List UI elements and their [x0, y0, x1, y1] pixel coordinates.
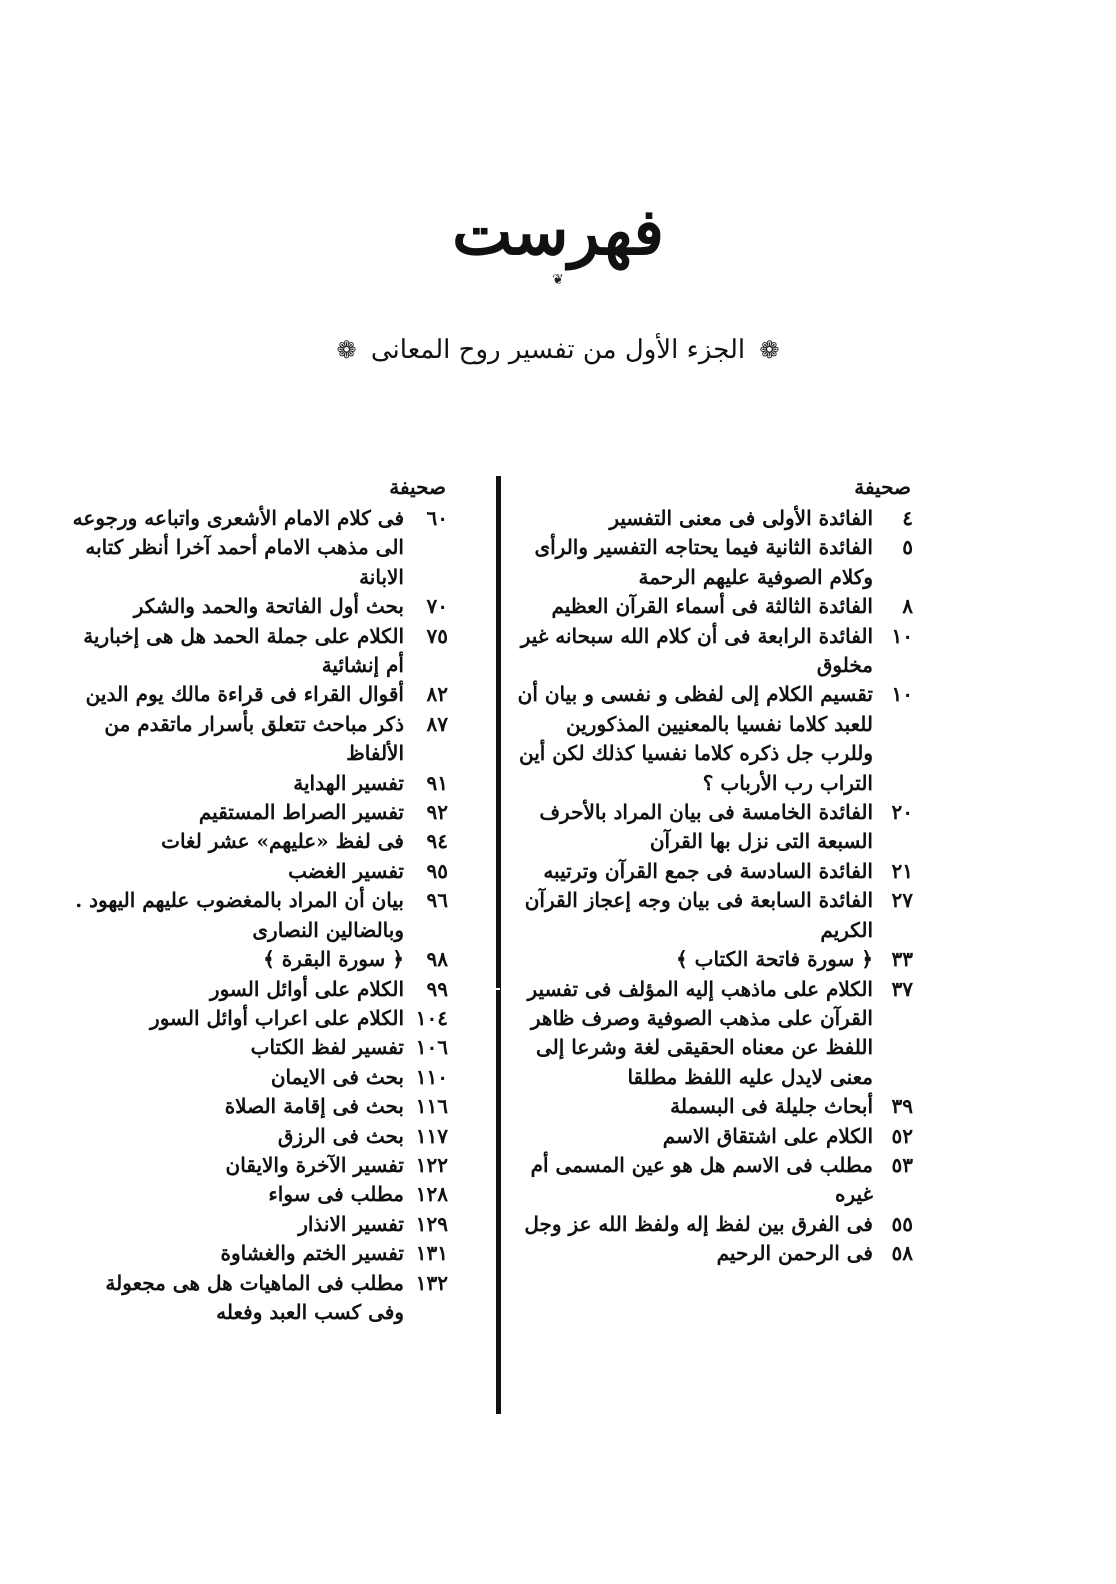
toc-entry-page-number: ٩٩ [426, 976, 448, 1001]
toc-entry-page-number: ٨ [902, 594, 913, 619]
toc-entry-page-number: ٦٠ [426, 506, 448, 530]
toc-entry [515, 592, 915, 621]
toc-entry-page-number: ٨٢ [426, 682, 448, 707]
toc-entry-title: الفائدة الخامسة فى بيان المراد بالأحرف السبعة التى نزل بها القرآن [539, 800, 873, 854]
toc-entry-title: أقوال القراء فى قراءة مالك يوم الدين [85, 682, 404, 707]
toc-entry-title: الكلام على أوائل السور [209, 976, 404, 1001]
toc-entry-page-number: ١٠ [891, 623, 913, 648]
page-title: فهرست [452, 195, 664, 270]
toc-entry [70, 710, 450, 769]
toc-entry-page-number: ١٢٩ [415, 1211, 448, 1236]
toc-entry-title: تفسير الصراط المستقيم [198, 800, 404, 825]
toc-entry-title: أبحاث جليلة فى البسملة [670, 1094, 873, 1119]
toc-entry-page-number: ٢٠ [891, 800, 913, 825]
toc-entry [70, 1269, 450, 1328]
toc-entry [70, 1210, 450, 1239]
toc-entry-title: مطلب فى سواء [268, 1182, 404, 1207]
toc-entry-page-number: ١٢٢ [415, 1152, 448, 1177]
toc-entry-title: تفسير الهداية [293, 770, 404, 795]
column-header-page: صحيفة [389, 475, 446, 499]
subtitle-text: الجزء الأول من تفسير روح المعانى [370, 335, 746, 365]
toc-entry [515, 1239, 915, 1268]
toc-entry [515, 533, 915, 592]
toc-entry-page-number: ٥ [902, 535, 913, 560]
toc-entry-page-number: ٧٠ [426, 594, 448, 619]
volume-subtitle [0, 330, 1116, 370]
toc-entry [70, 886, 450, 945]
toc-entry-page-number: ٩٥ [426, 858, 448, 883]
toc-entry-title: تفسير الغضب [288, 858, 404, 883]
toc-entry-title: الكلام على اعراب أوائل السور [150, 1005, 404, 1030]
toc-entry-title: بحث أول الفاتحة والحمد والشكر [133, 594, 404, 619]
toc-entry-page-number: ٥٢ [891, 1123, 913, 1148]
toc-entry [70, 857, 450, 886]
toc-entry [70, 1239, 450, 1268]
subtitle-ornament-start: ❁ [759, 336, 780, 364]
toc-entry-page-number: ١١٠ [415, 1064, 448, 1089]
toc-entry-title: فى كلام الامام الأشعرى واتباعه ورجوعه الى مذهب الامام أحمد آخرا أنظر كتابه الابانة [72, 506, 404, 589]
toc-entry-page-number: ٥٣ [891, 1152, 913, 1177]
toc-entry [70, 622, 450, 681]
toc-entry-page-number: ١٠ [891, 682, 913, 707]
toc-entry-title: تقسيم الكلام إلى لفظى و نفسى و بيان أن للعبد كلاما نفسيا بالمعنيين المذكورين وللرب جل ذكره كلاما نفسيا كذلك لكن أين التراب رب الأرباب ؟ [517, 682, 873, 795]
toc-entry-title: الفائدة السادسة فى جمع القرآن وترتيبه [543, 858, 873, 883]
toc-entry-page-number: ٩٨ [426, 947, 448, 972]
toc-entry-title: تفسير الختم والغشاوة [220, 1241, 404, 1266]
toc-entry [70, 798, 450, 827]
toc-entry-page-number: ٩٤ [426, 829, 448, 854]
title-ornament: ❦ [552, 272, 564, 288]
toc-entry-page-number: ٩٢ [426, 800, 448, 825]
toc-entry-page-number: ٣٣ [891, 947, 913, 972]
toc-entry-page-number: ١٣١ [415, 1241, 448, 1266]
toc-entry-title: الفائدة الثانية فيما يحتاجه التفسير والرأى وكلام الصوفية عليهم الرحمة [534, 535, 873, 589]
toc-entry [515, 504, 915, 533]
toc-entry [70, 769, 450, 798]
toc-entry-title: فى الرحمن الرحيم [716, 1241, 873, 1266]
toc-entry [515, 945, 915, 974]
subtitle-ornament-end: ❁ [336, 336, 357, 364]
toc-entry [515, 886, 915, 945]
toc-entry-list [70, 504, 450, 1327]
toc-entry [515, 1122, 915, 1151]
toc-entry [70, 592, 450, 621]
toc-entry-page-number: ١٠٦ [415, 1035, 448, 1060]
toc-entry-page-number: ٣٧ [891, 976, 913, 1001]
toc-entry-title: ذكر مباحث تتعلق بأسرار ماتقدم من الألفاظ [104, 711, 404, 766]
toc-entry [70, 680, 450, 709]
toc-entry [515, 1092, 915, 1121]
toc-entry-title: الكلام على ماذهب إليه المؤلف فى تفسير القرآن على مذهب الصوفية وصرف ظاهر اللفظ عن معناه الحقيقى لغة وشرعا إلى معنى لايدل عليه اللفظ مطلقا [527, 976, 873, 1089]
toc-entry [70, 1063, 450, 1092]
toc-entry [515, 622, 915, 681]
toc-entry-title: بحث فى إقامة الصلاة [224, 1094, 404, 1119]
toc-entry-page-number: ١٣٢ [415, 1270, 448, 1295]
toc-entry-title: مطلب فى الاسم هل هو عين المسمى أم غيره [530, 1152, 873, 1207]
toc-column-right [515, 470, 915, 1269]
toc-entry-title: الفائدة الثالثة فى أسماء القرآن العظيم [551, 594, 873, 619]
toc-entry [515, 1151, 915, 1210]
toc-entry-title: الفائدة السابعة فى بيان وجه إعجاز القرآن الكريم [524, 888, 873, 942]
toc-entry-page-number: ٨٧ [426, 711, 448, 736]
toc-entry [70, 1151, 450, 1180]
toc-entry [70, 975, 450, 1004]
toc-entry-title: فى لفظ «عليهم» عشر لغات [161, 829, 404, 854]
toc-entry-title: تفسير الانذار [298, 1211, 404, 1236]
toc-entry [70, 1033, 450, 1062]
toc-entry-title: الفائدة الأولى فى معنى التفسير [609, 506, 873, 530]
toc-entry-page-number: ٣٩ [891, 1094, 913, 1119]
toc-entry [515, 975, 915, 1093]
toc-entry-page-number: ٩١ [426, 770, 448, 795]
toc-entry-title: مطلب فى الماهيات هل هى مجعولة وفى كسب العبد وفعله [105, 1270, 404, 1324]
column-header-page: صحيفة [854, 475, 911, 499]
toc-entry-page-number: ٥٥ [891, 1211, 913, 1236]
toc-entry-title: الكلام على اشتقاق الاسم [662, 1123, 873, 1148]
toc-entry-title: تفسير الآخرة والايقان [225, 1152, 404, 1177]
divider-gap [456, 988, 500, 990]
toc-entry-list [515, 504, 915, 1269]
toc-entry [515, 857, 915, 886]
column-divider [496, 476, 501, 1414]
toc-entry [515, 1210, 915, 1239]
toc-entry-page-number: ٩٦ [426, 888, 448, 913]
toc-entry-title: فى الفرق بين لفظ إله ولفظ الله عز وجل [524, 1211, 873, 1236]
toc-entry [70, 827, 450, 856]
toc-entry-page-number: ٢١ [891, 858, 913, 883]
toc-entry-page-number: ٢٧ [891, 888, 913, 913]
toc-entry-title: بيان أن المراد بالمغضوب عليهم اليهود . وبالضالين النصارى [75, 888, 404, 942]
toc-entry-page-number: ١٢٨ [415, 1182, 448, 1207]
toc-entry [70, 1092, 450, 1121]
toc-entry-page-number: ١١٧ [415, 1123, 448, 1148]
toc-entry [70, 1180, 450, 1209]
toc-entry [70, 504, 450, 592]
toc-column-left [70, 470, 450, 1327]
toc-entry-title: الكلام على جملة الحمد هل هى إخبارية أم إنشائية [83, 623, 404, 678]
toc-entry-title: بحث فى الرزق [277, 1123, 404, 1148]
toc-entry-title: الفائدة الرابعة فى أن كلام الله سبحانه غير مخلوق [520, 623, 873, 678]
toc-entry [515, 680, 915, 798]
toc-entry-title: تفسير لفظ الكتاب [250, 1035, 404, 1060]
toc-entry-page-number: ١١٦ [415, 1094, 448, 1119]
toc-entry-title: ﴿ سورة البقرة ﴾ [263, 947, 404, 972]
toc-entry-page-number: ٤ [902, 506, 913, 530]
toc-entry-title: بحث فى الايمان [270, 1064, 404, 1089]
toc-entry [70, 945, 450, 974]
toc-entry [70, 1004, 450, 1033]
toc-entry [70, 1122, 450, 1151]
toc-entry-page-number: ٧٥ [426, 623, 448, 648]
toc-entry-title: ﴿ سورة فاتحة الكتاب ﴾ [675, 947, 873, 972]
toc-entry-page-number: ٥٨ [891, 1241, 913, 1266]
toc-entry [515, 798, 915, 857]
toc-entry-page-number: ١٠٤ [415, 1005, 448, 1030]
